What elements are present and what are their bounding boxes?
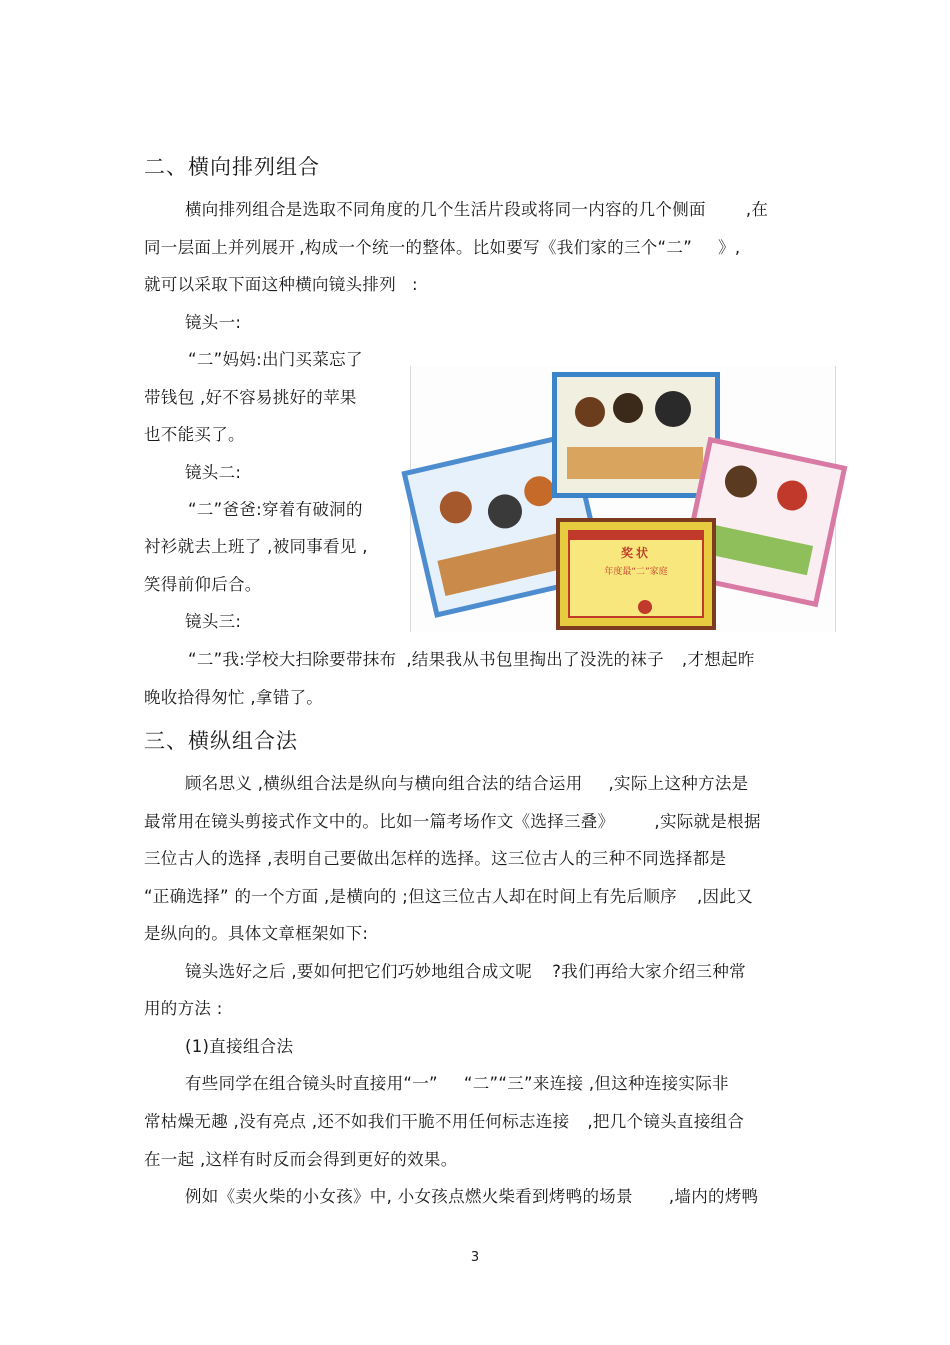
paragraph-line: 三位古人的选择 ,表明自己要做出怎样的选择。这三位古人的三种不同选择都是 [144, 849, 727, 868]
shot-label: 镜头二: [185, 463, 242, 482]
shot-text: 带钱包 ,好不容易挑好的苹果 [144, 388, 357, 407]
shot-text: 晚收拾得匆忙 ,拿错了。 [144, 688, 324, 707]
shot-text: “二”我:学校大扫除要带抹布 ,结果我从书包里掏出了没洗的袜子 ,才想起昨 [188, 650, 755, 669]
paragraph-line: 顾名思义 ,横纵组合法是纵向与横向组合法的结合运用 ,实际上这种方法是 [185, 774, 749, 793]
shot-label: 镜头三: [185, 612, 242, 631]
paragraph-line: 在一起 ,这样有时反而会得到更好的效果。 [144, 1150, 458, 1169]
subheading: (1)直接组合法 [185, 1037, 294, 1056]
paragraph-line: 横向排列组合是选取不同角度的几个生活片段或将同一内容的几个侧面 ,在 [185, 200, 769, 219]
paragraph-line: 有些同学在组合镜头时直接用“一” “二”“三”来连接 ,但这种连接实际非 [185, 1074, 729, 1093]
award-certificate: 奖状 年度最“二”家庭 [556, 518, 716, 630]
paragraph-line: “正确选择” 的一个方面 ,是横向的 ;但这三位古人却在时间上有先后顺序 ,因此又 [144, 887, 753, 906]
rosette-icon [638, 600, 652, 614]
shot-text: “二”妈妈:出门买菜忘了 [188, 350, 363, 369]
paragraph-line: 是纵向的。具体文章框架如下: [144, 924, 369, 943]
paragraph-line: 最常用在镜头剪接式作文中的。比如一篇考场作文《选择三叠》 ,实际就是根据 [144, 812, 761, 831]
paragraph-line: 用的方法 : [144, 999, 223, 1018]
page-number: 3 [470, 1250, 480, 1265]
paragraph-line: 镜头选好之后 ,要如何把它们巧妙地组合成文呢 ?我们再给大家介绍三种常 [185, 962, 746, 981]
section-heading-2: 二、横向排列组合 [144, 155, 320, 179]
cartoon-card-office [552, 372, 720, 498]
paragraph-line: 同一层面上并列展开 ,构成一个统一的整体。比如要写《我们家的三个“二” 》, [144, 238, 741, 257]
shot-label: 镜头一: [185, 313, 242, 332]
paragraph-line: 常枯燥无趣 ,没有亮点 ,还不如我们干脆不用任何标志连接 ,把几个镜头直接组合 [144, 1112, 745, 1131]
cartoon-illustration [410, 366, 834, 632]
shot-text: 也不能买了。 [144, 425, 245, 444]
section-heading-3: 三、横纵组合法 [144, 729, 298, 753]
shot-text: 衬衫就去上班了 ,被同事看见 , [144, 537, 368, 556]
paragraph-line: 例如《卖火柴的小女孩》中, 小女孩点燃火柴看到烤鸭的场景 ,墙内的烤鸭 [185, 1187, 759, 1206]
shot-text: 笑得前仰后合。 [144, 575, 262, 594]
paragraph-line: 就可以采取下面这种横向镜头排列 : [144, 275, 418, 294]
shot-text: “二”爸爸:穿着有破洞的 [188, 500, 363, 519]
